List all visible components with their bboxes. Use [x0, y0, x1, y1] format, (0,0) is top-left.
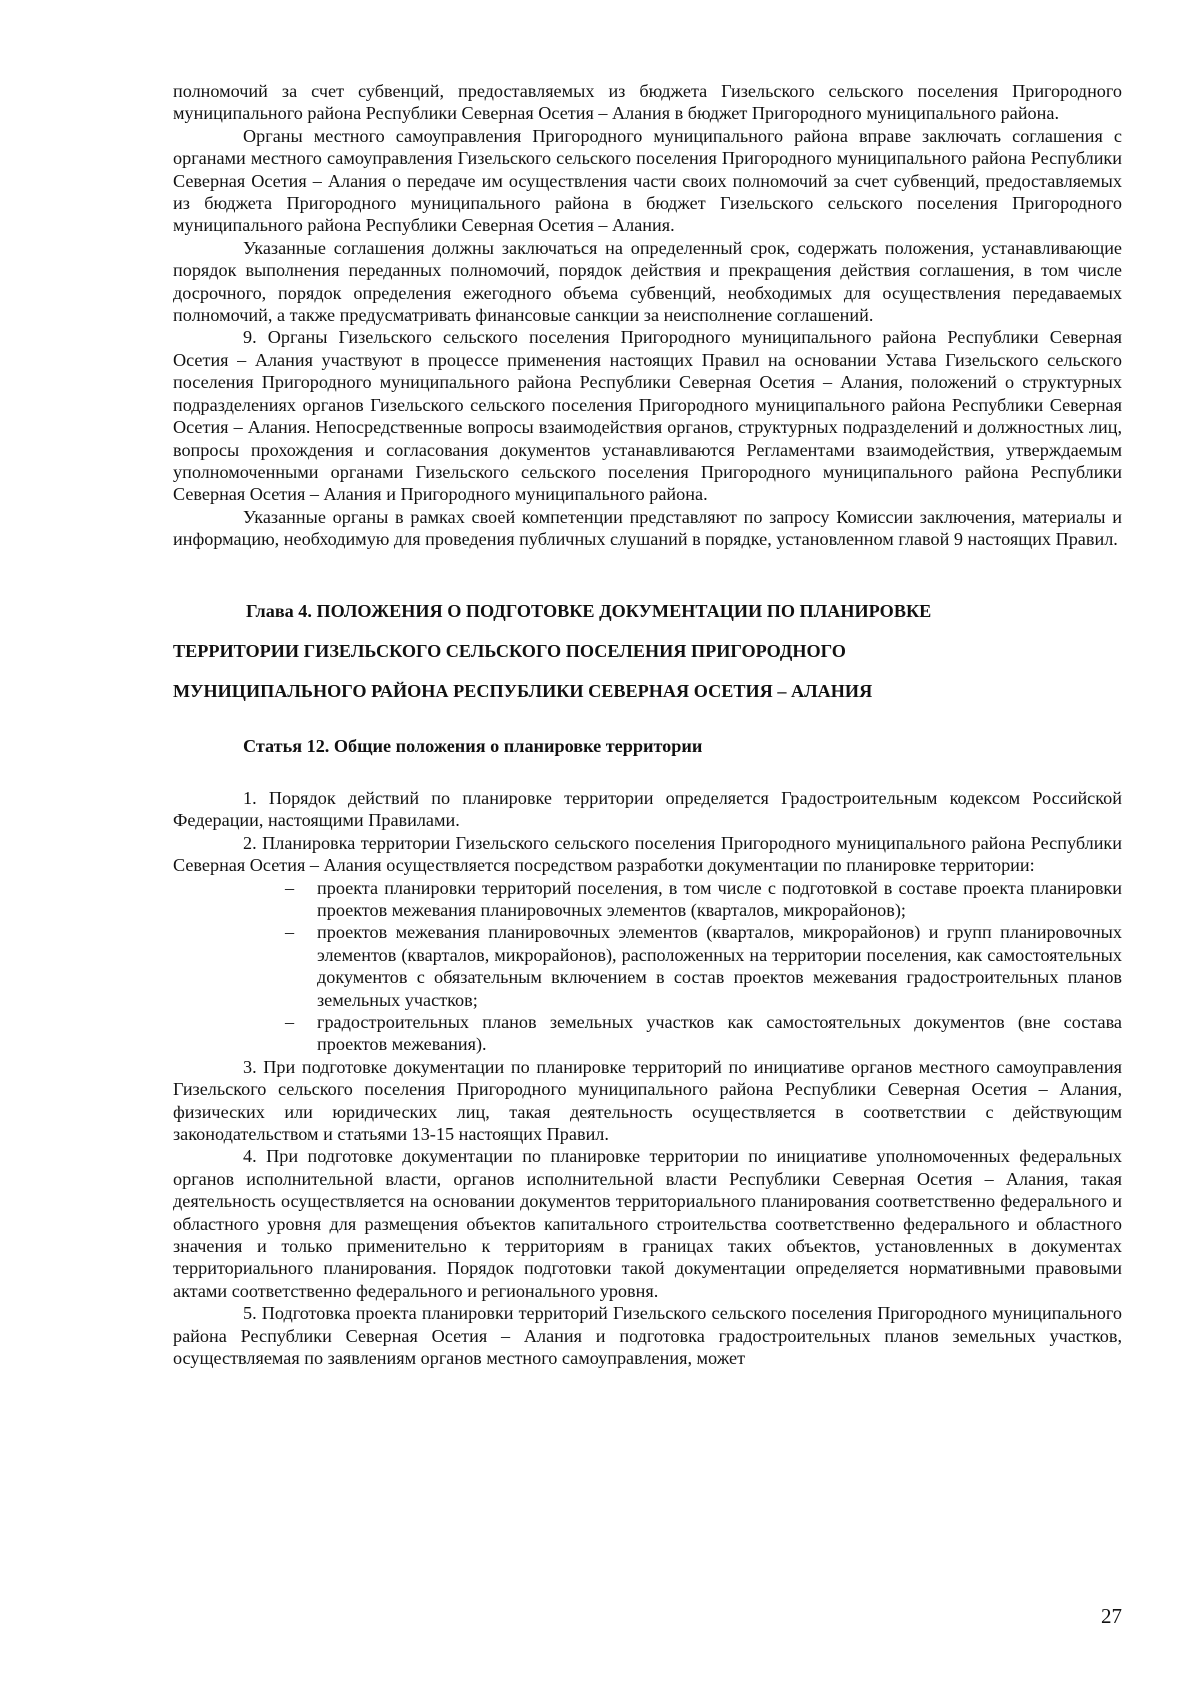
dash-marker: – [285, 922, 295, 943]
page-number: 27 [1101, 1604, 1122, 1628]
paragraph: 9. Органы Гизельского сельского поселения Пригородного муниципального района Республики Северная Осетия – Алания участвуют в процессе применения настоящих Правил на основании Устава Гизельского сельского поселения Пригородного муниципального района Республики Северная Осетия – Алания, положений о структурных подразделениях органов Гизельского сельского поселения Пригородного муниципального района Республики Северная Осетия – Алания. Непосредственные вопросы взаимодействия органов, структурных подразделений и должностных лиц, вопросы прохождения и согласования документов устанавливаются Регламентами взаимодействия, утверждаемым уполномоченными органами Гизельского сельского поселения Пригородного муниципального района Республики Северная Осетия – Алания и Пригородного муниципального района. [173, 327, 1122, 505]
paragraph: 1. Порядок действий по планировке территории определяется Градостроительным кодексом Российской Федерации, настоящими Правилами. [173, 787, 1122, 831]
chapter-heading-line-3: МУНИЦИПАЛЬНОГО РАЙОНА РЕСПУБЛИКИ СЕВЕРНАЯ ОСЕТИЯ – АЛАНИЯ [173, 680, 873, 701]
chapter-heading-line-1: Глава 4. ПОЛОЖЕНИЯ О ПОДГОТОВКЕ ДОКУМЕНТАЦИИ ПО ПЛАНИРОВКЕ [246, 600, 932, 621]
dash-marker: – [285, 1012, 295, 1032]
list-item [285, 1011, 1122, 1056]
chapter-heading [173, 591, 1122, 711]
list-item-text: градостроительных планов земельных участков как самостоятельных документов (вне состава проектов межевания). [317, 1012, 1122, 1055]
paragraph: Указанные органы в рамках своей компетенции представляют по запросу Комиссии заключения, материалы и информацию, необходимую для проведения публичных слушаний в порядке, установленном главой 9 настоящих Правил. [173, 506, 1122, 550]
bottom-paragraphs [173, 1056, 1122, 1370]
paragraph: полномочий за счет субвенций, предоставляемых из бюджета Гизельского сельского поселения Пригородного муниципального района Республики Северная Осетия – Алания в бюджет Пригородного муниципального района. [173, 81, 1122, 124]
paragraph: Органы местного самоуправления Пригородного муниципального района вправе заключать соглашения с органами местного самоуправления Гизельского сельского поселения Пригородного муниципального района Республики Северная Осетия – Алания о передаче им осуществления части своих полномочий за счет субвенций, предоставляемых из бюджета Пригородного муниципального района в бюджет Гизельского сельского поселения Пригородного муниципального района Республики Северная Осетия – Алания. [173, 125, 1122, 236]
list-item-text: проектов межевания планировочных элементов (кварталов, микрорайонов) и групп планировочных элементов (кварталов, микрорайонов), расположенных на территории поселения, как самостоятельных документов с обязательным включением в состав проектов межевания градостроительных планов земельных участков; [317, 922, 1122, 1010]
paragraph: 3. При подготовке документации по планировке территорий по инициативе органов местного самоуправления Гизельского сельского поселения Пригородного муниципального района Республики Северная Осетия – Алания, физических или юридических лиц, такая деятельность осуществляется в соответствии с действующим законодательством и статьями 13-15 настоящих Правил. [173, 1056, 1122, 1145]
dash-list [173, 877, 1122, 1056]
paragraph: 4. При подготовке документации по планировке территории по инициативе уполномоченных федеральных органов исполнительной власти, органов исполнительной власти Республики Северная Осетия – Алания, такая деятельность осуществляется на основании документов территориального планирования соответственно федерального и областного уровня для размещения объектов капитального строительства соответственно федерального и областного значения и только применительно к территориям в границах таких объектов, установленных в документах территориального планирования. Порядок подготовки такой документации определяется нормативными правовыми актами соответственно федерального и регионального уровня. [173, 1146, 1122, 1301]
top-paragraphs [173, 80, 1122, 551]
chapter-heading-line-2: ТЕРРИТОРИИ ГИЗЕЛЬСКОГО СЕЛЬСКОГО ПОСЕЛЕНИЯ ПРИГОРОДНОГО [173, 640, 846, 661]
document-page [173, 80, 1122, 1370]
list-item-text: проекта планировки территорий поселения, в том числе с подготовкой в составе проекта планировки проектов межевания планировочных элементов (кварталов, микрорайонов); [317, 877, 1122, 920]
paragraph: 2. Планировка территории Гизельского сельского поселения Пригородного муниципального района Республики Северная Осетия – Алания осуществляется посредством разработки документации по планировке территории: [173, 832, 1122, 876]
paragraph: 5. Подготовка проекта планировки территорий Гизельского сельского поселения Пригородного муниципального района Республики Северная Осетия – Алания и подготовка градостроительных планов земельных участков, осуществляемая по заявлениям органов местного самоуправления, может [173, 1303, 1122, 1369]
article-heading: Статья 12. Общие положения о планировке территории [243, 735, 703, 756]
paragraph: Указанные соглашения должны заключаться на определенный срок, содержать положения, устанавливающие порядок выполнения переданных полномочий, порядок действия и прекращения действия соглашения, в том числе досрочного, порядок определения ежегодного объема субвенций, необходимых для осуществления передаваемых полномочий, а также предусматривать финансовые санкции за неисполнение соглашений. [173, 237, 1122, 326]
article-paragraphs [173, 787, 1122, 877]
list-item [285, 877, 1122, 922]
list-item [285, 921, 1122, 1011]
dash-marker: – [285, 877, 295, 898]
